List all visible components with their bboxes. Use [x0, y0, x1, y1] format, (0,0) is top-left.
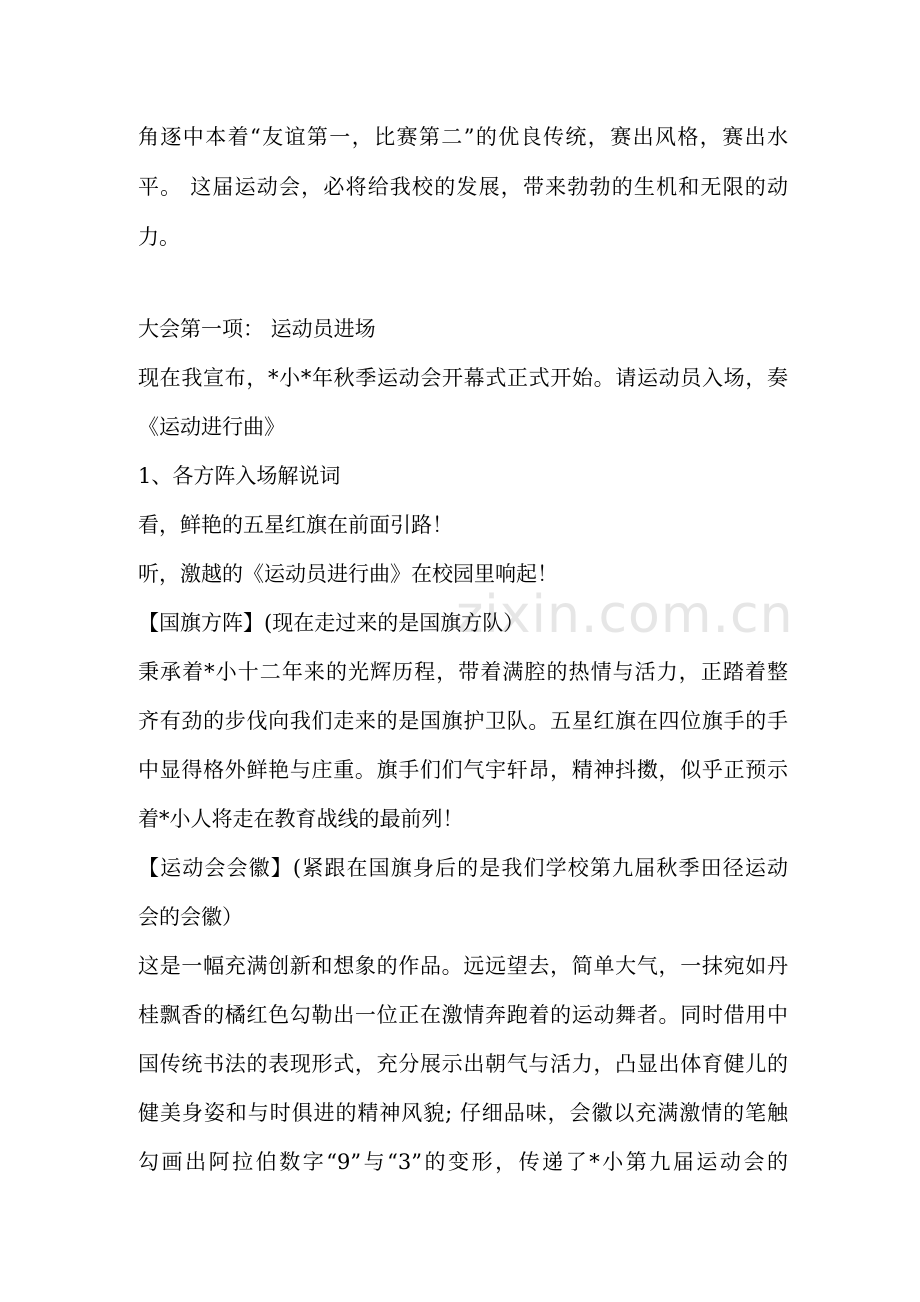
text-line: 力。: [138, 225, 180, 249]
text-line: 听，激越的《运动员进行曲》在校园里响起！: [138, 562, 558, 586]
text-line: 角逐中本着“友谊第一，比赛第二”的优良传统，赛出风格，赛出水: [138, 125, 788, 149]
text-line: 国传统书法的表现形式，充分展示出朝气与活力，凸显出体育健儿的: [138, 1052, 788, 1076]
text-line: 中显得格外鲜艳与庄重。旗手们们气宇轩昂，精神抖擞，似乎正预示: [138, 758, 788, 782]
text-line: 桂飘香的橘红色勾勒出一位正在激情奔跑着的运动舞者。同时借用中: [138, 1003, 788, 1027]
text-line: 着*小人将走在教育战线的最前列！: [138, 807, 464, 831]
emblem-section-title: 【运动会会徽】(紧跟在国旗身后的是我们学校第九届秋季田径运动: [138, 856, 788, 880]
emblem-section-title: 会的会徽）: [138, 905, 243, 929]
intro-paragraph: [138, 112, 788, 262]
text-line: 齐有劲的步伐向我们走来的是国旗护卫队。五星红旗在四位旗手的手: [138, 709, 788, 733]
text-line: 平。 这届运动会，必将给我校的发展，带来勃勃的生机和无限的动: [138, 175, 788, 199]
watermark: zixin.com.cn: [456, 585, 794, 645]
section-heading: 大会第一项： 运动员进场: [138, 317, 376, 341]
sub-heading: 1、各方阵入场解说词: [138, 464, 341, 488]
flag-section-title: 【国旗方阵】(现在走过来的是国旗方队）: [138, 611, 525, 635]
text-line: 现在我宣布，*小*年秋季运动会开幕式正式开始。请运动员入场，奏: [138, 366, 788, 390]
text-line: 《运动进行曲》: [138, 415, 285, 439]
text-line: 健美身姿和与时俱进的精神风貌; 仔细品味，会徽以充满激情的笔触: [138, 1101, 788, 1125]
text-line: 看，鲜艳的五星红旗在前面引路！: [138, 513, 453, 537]
text-line: 勾画出阿拉伯数字“9”与“3”的变形，传递了*小第九届运动会的: [138, 1150, 788, 1174]
section-one: [138, 305, 794, 1187]
text-line: 这是一幅充满创新和想象的作品。远远望去，简单大气，一抹宛如丹: [138, 954, 788, 978]
text-line: 秉承着*小十二年来的光辉历程，带着满腔的热情与活力，正踏着整: [138, 660, 788, 684]
